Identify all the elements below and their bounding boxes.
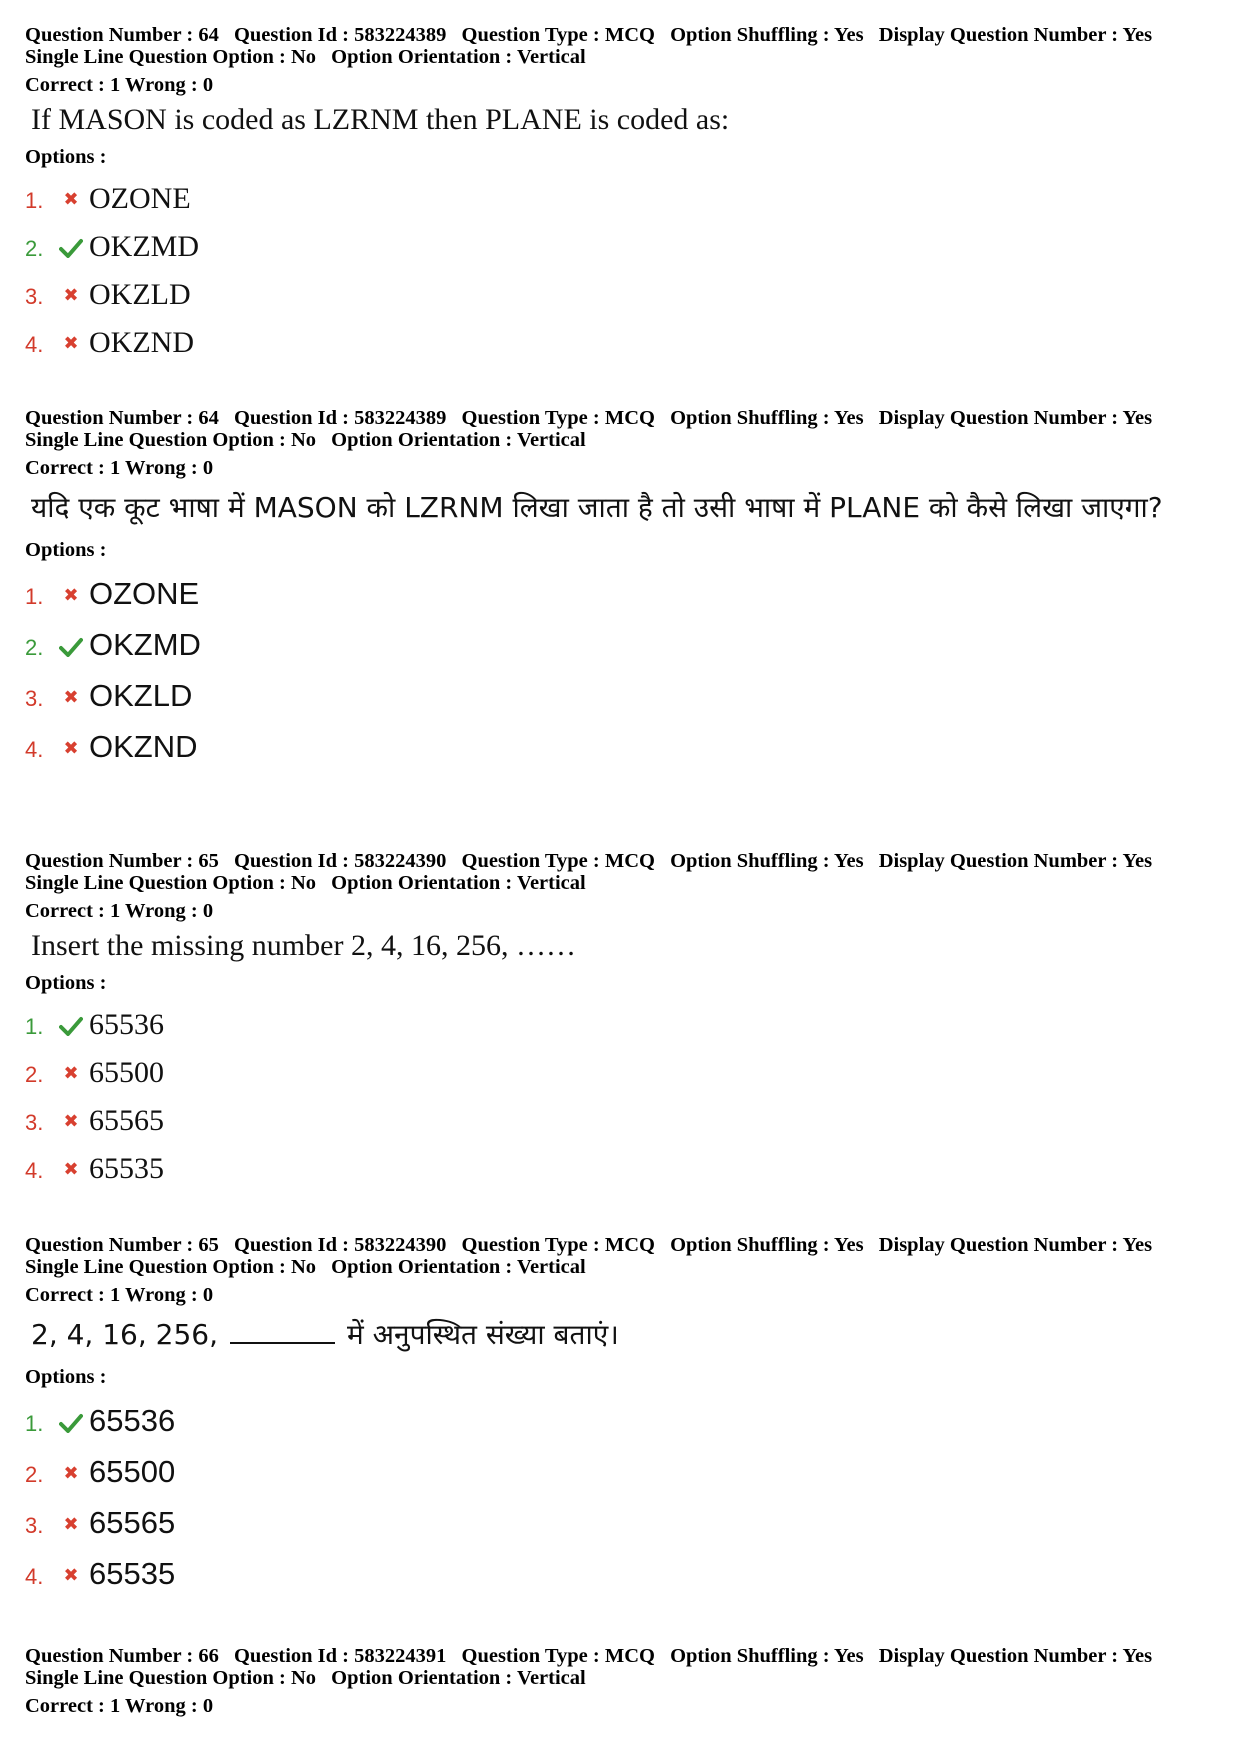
option-3: 3. ✖ 65565 xyxy=(25,1104,164,1137)
options-label: Options : xyxy=(25,972,107,994)
option-3: 3. ✖ 65565 xyxy=(25,1505,176,1540)
cross-icon: ✖ xyxy=(63,285,79,306)
question-block-64-en xyxy=(25,24,1225,360)
question-text: 2, 4, 16, 256, में अनुपस्थित संख्या बताएं। xyxy=(31,1312,1225,1358)
option-2: 2. OKZMD xyxy=(25,627,201,662)
question-block-65-hi xyxy=(25,1234,1225,1592)
score-line: Correct : 1 Wrong : 0 xyxy=(25,900,214,922)
cross-icon: ✖ xyxy=(63,585,79,606)
cross-icon: ✖ xyxy=(63,189,79,210)
question-meta: Question Number : 65 Question Id : 583224390 Question Type : MCQ Option Shuffling : Yes Display Question Number : Yes Single Line Question Option : No Option Orientation : Vertical xyxy=(25,850,1153,894)
question-meta: Question Number : 64 Question Id : 583224389 Question Type : MCQ Option Shuffling : Yes Display Question Number : Yes Single Line Question Option : No Option Orientation : Vertical xyxy=(25,407,1153,451)
option-4: 4. ✖ 65535 xyxy=(25,1152,164,1185)
question-meta: Question Number : 64 Question Id : 583224389 Question Type : MCQ Option Shuffling : Yes Display Question Number : Yes Single Line Question Option : No Option Orientation : Vertical xyxy=(25,24,1153,68)
option-3: 3. ✖ OKZLD xyxy=(25,278,191,311)
option-1: 1. ✖ OZONE xyxy=(25,182,191,215)
option-2: 2. ✖ 65500 xyxy=(25,1454,176,1489)
score-line: Correct : 1 Wrong : 0 xyxy=(25,1284,214,1306)
score-line: Correct : 1 Wrong : 0 xyxy=(25,1695,214,1717)
option-4: 4. ✖ OKZND xyxy=(25,729,198,764)
score-line: Correct : 1 Wrong : 0 xyxy=(25,457,214,479)
cross-icon: ✖ xyxy=(63,687,79,708)
option-3: 3. ✖ OKZLD xyxy=(25,678,193,713)
question-text: Insert the missing number 2, 4, 16, 256, …… xyxy=(31,929,576,962)
check-icon xyxy=(53,1016,89,1042)
option-2: 2. ✖ 65500 xyxy=(25,1056,164,1089)
score-line: Correct : 1 Wrong : 0 xyxy=(25,74,214,96)
check-icon xyxy=(53,637,89,663)
question-text: If MASON is coded as LZRNM then PLANE is coded as: xyxy=(31,103,730,136)
question-meta: Question Number : 66 Question Id : 583224391 Question Type : MCQ Option Shuffling : Yes Display Question Number : Yes Single Line Question Option : No Option Orientation : Vertical xyxy=(25,1645,1153,1689)
question-meta: Question Number : 65 Question Id : 583224390 Question Type : MCQ Option Shuffling : Yes Display Question Number : Yes Single Line Question Option : No Option Orientation : Vertical xyxy=(25,1234,1153,1278)
cross-icon: ✖ xyxy=(63,1111,79,1132)
options-label: Options : xyxy=(25,539,107,561)
option-1: 1. 65536 xyxy=(25,1008,164,1041)
cross-icon: ✖ xyxy=(63,1514,79,1535)
options-label: Options : xyxy=(25,1366,107,1388)
options-label: Options : xyxy=(25,146,107,168)
question-block-66 xyxy=(25,1645,1225,1717)
cross-icon: ✖ xyxy=(63,333,79,354)
cross-icon: ✖ xyxy=(63,1463,79,1484)
answer-blank xyxy=(230,1314,335,1344)
cross-icon: ✖ xyxy=(63,1565,79,1586)
cross-icon: ✖ xyxy=(63,1063,79,1084)
option-1: 1. ✖ OZONE xyxy=(25,576,200,611)
question-block-65-en xyxy=(25,850,1225,1186)
question-text: यदि एक कूट भाषा में MASON को LZRNM लिखा जाता है तो उसी भाषा में PLANE को कैसे लिखा जाएगा? xyxy=(31,491,1163,524)
cross-icon: ✖ xyxy=(63,738,79,759)
question-block-64-hi xyxy=(25,407,1225,765)
option-2: 2. OKZMD xyxy=(25,230,199,263)
option-4: 4. ✖ 65535 xyxy=(25,1556,176,1591)
check-icon xyxy=(53,1413,89,1439)
option-1: 1. 65536 xyxy=(25,1403,176,1438)
cross-icon: ✖ xyxy=(63,1159,79,1180)
option-4: 4. ✖ OKZND xyxy=(25,326,194,359)
check-icon xyxy=(53,238,89,264)
